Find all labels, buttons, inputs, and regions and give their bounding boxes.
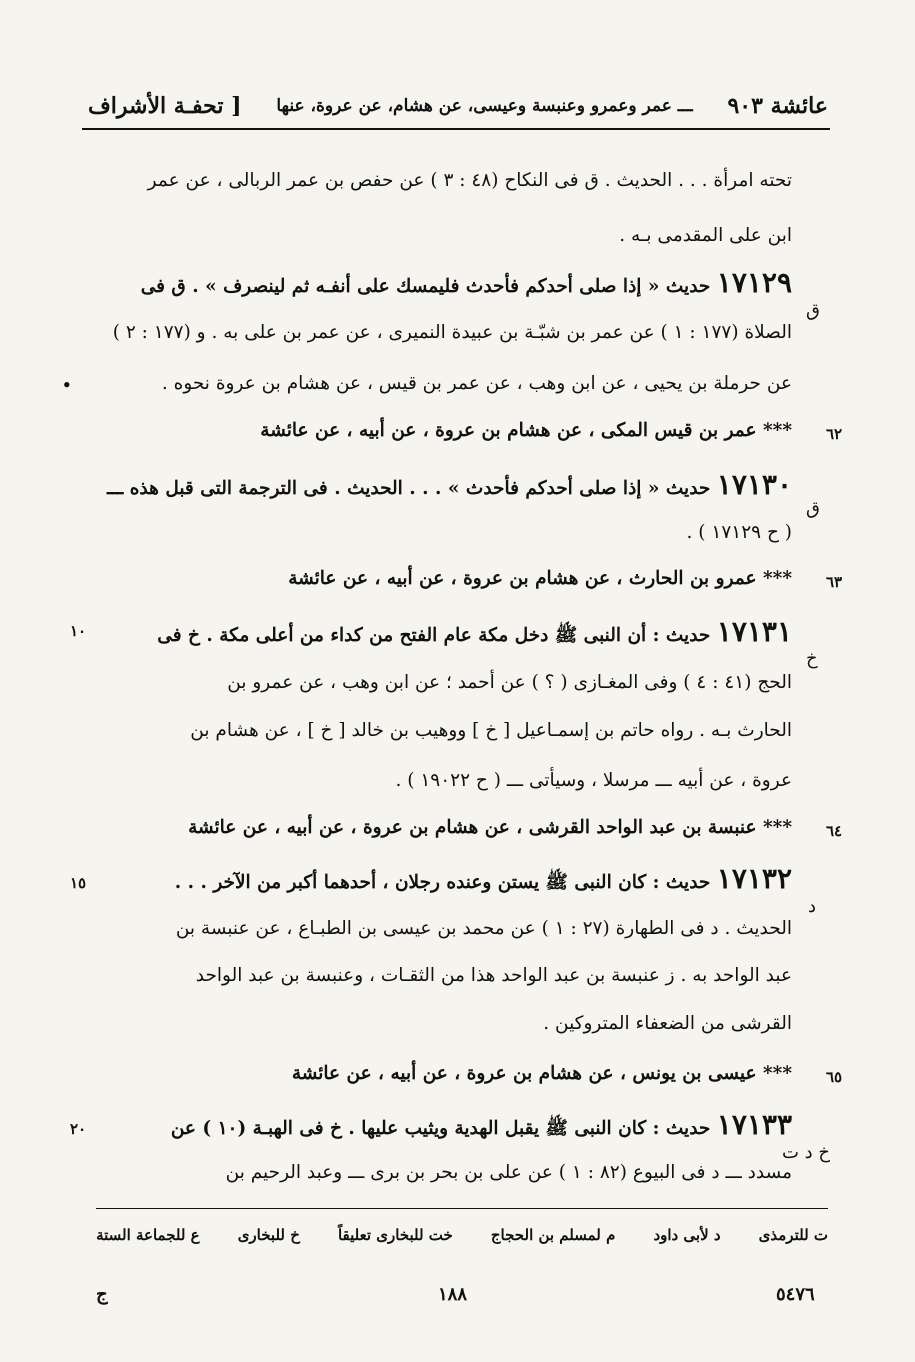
- hadith-number: ١٧١٣٣: [716, 1108, 792, 1141]
- hadith-number: ١٧١٣٢: [716, 862, 792, 895]
- margin-line-number: ١٠: [70, 622, 87, 640]
- hadith-line-17129: ١٧١٢٩ حديث « إذا صلى أحدكم فأحدث فليمسك على أنفـه ثم لينصرف » . ق فى: [140, 266, 792, 299]
- text-line: عبد الواحد به . ز عنبسة بن عبد الواحد هذا من الثقـات ، وعنبسة بن عبد الواحد: [195, 965, 792, 986]
- text-line: الحج (٤١ : ٤ ) وفى المغـازى ( ؟ ) عن أحمد ؛ عن ابن وهب ، عن عمرو بن: [227, 672, 792, 693]
- hadith-line-17132: ١٧١٣٢ حديث : كان النبى ﷺ يستن وعنده رجلان ، أحدهما أكبر من الآخر . . .: [174, 862, 792, 895]
- translation-heading-65: *** عيسى بن يونس ، عن هشام بن عروة ، عن أبيه ، عن عائشة: [291, 1063, 792, 1084]
- translation-heading-62: *** عمر بن قيس المكى ، عن هشام بن عروة ، عن أبيه ، عن عائشة: [260, 420, 792, 441]
- text-line: القرشى من الضعفاء المتروكين .: [543, 1013, 792, 1034]
- running-header: [88, 86, 828, 126]
- legend-item: د لأبى داود: [653, 1226, 721, 1244]
- legend-item: خ للبخارى: [237, 1226, 300, 1244]
- hadith-line-17133: ١٧١٣٣ حديث : كان النبى ﷺ يقبل الهدية ويثيب عليها . خ فى الهبـة (١٠ ) عن: [170, 1108, 792, 1141]
- text-line: ابن على المقدمى بـه .: [619, 225, 792, 246]
- text-line: الحارث بـه . رواه حاتم بن إسمـاعيل [ خ ] ووهيب بن خالد [ خ ] ، عن هشام بن: [190, 720, 792, 741]
- text-line: عن حرملة بن يحيى ، عن ابن وهب ، عن عمر بن قيس ، عن هشام بن عروة نحوه .: [161, 373, 792, 394]
- heading-number-65: ٦٥: [826, 1068, 843, 1086]
- text-line: ( ح ١٧١٢٩ ) .: [686, 522, 792, 543]
- hadith-line-17131: ١٧١٣١ حديث : أن النبى ﷺ دخل مكة عام الفتح من كداء من أعلى مكة . خ فى: [157, 615, 792, 648]
- footer-rule: [96, 1208, 828, 1209]
- volume-marker: ج: [96, 1284, 108, 1305]
- hadith-number: ١٧١٣١: [716, 615, 792, 648]
- margin-line-number: ١٥: [70, 874, 87, 892]
- legend-item: ع للجماعة الستة: [96, 1226, 200, 1244]
- header-left: [ تحفـة الأشراف: [88, 93, 242, 119]
- margin-source-code: ق: [806, 300, 820, 321]
- heading-number-64: ٦٤: [826, 822, 843, 840]
- hadith-number: ١٧١٣٠: [716, 468, 792, 501]
- text-line: عروة ، عن أبيه ـــ مرسلا ، وسيأتى ـــ ( ح ١٩٠٢٢ ) .: [395, 770, 792, 791]
- legend-item: ت للترمذى: [758, 1226, 828, 1244]
- header-rule: [82, 128, 830, 130]
- text-line: مسدد ـــ د فى البيوع (٨٢ : ١ ) عن على بن بحر بن برى ـــ وعبد الرحيم بن: [225, 1162, 792, 1183]
- text-line: الصلاة (١٧٧ : ١ ) عن عمر بن شبّـة بن عبيدة النميرى ، عن عمر بن على به . و (١٧٧ : ٢ ): [112, 322, 792, 343]
- margin-source-code: خ د ت: [782, 1142, 831, 1163]
- margin-source-code: ق: [806, 498, 820, 519]
- text-line: تحته امرأة . . . الحديث . ق فى النكاح (٤٨ : ٣ ) عن حفص بن عمر الربالى ، عن عمر: [147, 170, 792, 191]
- hadith-number: ١٧١٢٩: [716, 266, 792, 299]
- header-center: ـــ عمر وعمرو وعنبسة وعيسى، عن هشام، عن عروة، عنها: [276, 96, 693, 116]
- margin-source-code: د: [808, 896, 817, 917]
- abbreviation-legend: [96, 1222, 828, 1248]
- page-number: ١٨٨: [438, 1284, 468, 1305]
- translation-heading-63: *** عمرو بن الحارث ، عن هشام بن عروة ، عن أبيه ، عن عائشة: [288, 568, 792, 589]
- header-right: عائشة ٩٠٣: [727, 93, 828, 119]
- text-line: الحديث . د فى الطهارة (٢٧ : ١ ) عن محمد بن عيسى بن الطبـاع ، عن عنبسة بن: [175, 918, 792, 939]
- margin-source-code: خ: [806, 648, 818, 669]
- legend-item: خت للبخارى تعليقاً: [337, 1226, 453, 1244]
- legend-item: م لمسلم بن الحجاج: [490, 1226, 616, 1244]
- serial-number: ٥٤٧٦: [776, 1284, 815, 1305]
- margin-bullet: •: [62, 376, 72, 394]
- heading-number-62: ٦٢: [826, 425, 843, 443]
- translation-heading-64: *** عنبسة بن عبد الواحد القرشى ، عن هشام بن عروة ، عن أبيه ، عن عائشة: [188, 817, 792, 838]
- heading-number-63: ٦٣: [826, 573, 843, 591]
- hadith-line-17130: ١٧١٣٠ حديث « إذا صلى أحدكم فأحدث » . . . الحديث . فى الترجمة التى قبل هذه ـــ: [107, 468, 792, 501]
- margin-line-number: ٢٠: [70, 1120, 87, 1138]
